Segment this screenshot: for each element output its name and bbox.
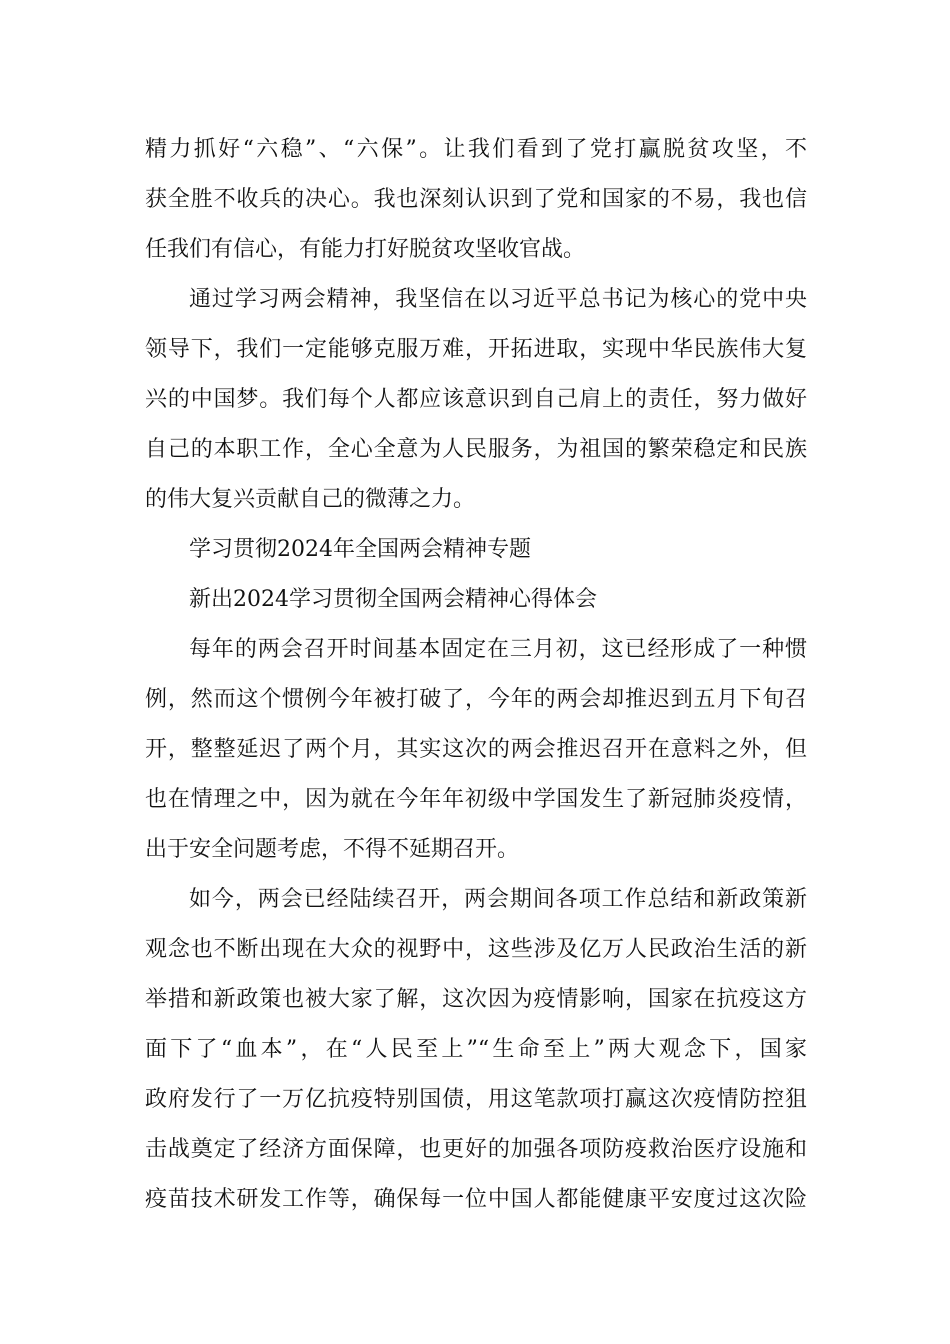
body-line: 举措和新政策也被大家了解，这次因为疫情影响，国家在抗疫这方	[145, 987, 807, 1012]
paragraph-first-line: 通过学习两会精神，我坚信在以习近平总书记为核心的党中央	[189, 287, 807, 312]
body-line: 开，整整延迟了两个月，其实这次的两会推迟召开在意料之外，但	[145, 737, 807, 762]
body-line: 获全胜不收兵的决心。我也深刻认识到了党和国家的不易，我也信	[145, 187, 807, 212]
paragraph-first-line: 如今，两会已经陆续召开，两会期间各项工作总结和新政策新	[189, 887, 807, 912]
body-line: 也在情理之中，因为就在今年年初级中学国发生了新冠肺炎疫情，	[145, 787, 807, 812]
paragraph-first-line: 每年的两会召开时间基本固定在三月初，这已经形成了一种惯	[189, 637, 807, 662]
body-line: 精力抓好“六稳”、“六保”。让我们看到了党打赢脱贫攻坚，不	[145, 137, 807, 162]
body-line: 的伟大复兴贡献自己的微薄之力。	[145, 487, 476, 512]
body-line: 领导下，我们一定能够克服万难，开拓进取，实现中华民族伟大复	[145, 337, 807, 362]
body-line: 政府发行了一万亿抗疫特别国债，用这笔款项打赢这次疫情防控狙	[145, 1087, 807, 1112]
body-line: 例，然而这个惯例今年被打破了，今年的两会却推迟到五月下旬召	[145, 687, 807, 712]
body-line: 观念也不断出现在大众的视野中，这些涉及亿万人民政治生活的新	[145, 937, 807, 962]
body-line: 自己的本职工作，全心全意为人民服务，为祖国的繁荣稳定和民族	[145, 437, 807, 462]
section-heading: 学习贯彻2024年全国两会精神专题	[189, 537, 531, 562]
body-line: 任我们有信心，有能力打好脱贫攻坚收官战。	[145, 237, 586, 262]
body-line: 出于安全问题考虑，不得不延期召开。	[145, 837, 520, 862]
body-line: 兴的中国梦。我们每个人都应该意识到自己肩上的责任，努力做好	[145, 387, 807, 412]
body-line: 面下了“血本”，在“人民至上”“生命至上”两大观念下，国家	[145, 1037, 807, 1062]
article-title: 新出2024学习贯彻全国两会精神心得体会	[189, 587, 597, 612]
document-page	[145, 125, 807, 1225]
body-line: 击战奠定了经济方面保障，也更好的加强各项防疫救治医疗设施和	[145, 1137, 807, 1162]
body-line: 疫苗技术研发工作等，确保每一位中国人都能健康平安度过这次险	[145, 1187, 807, 1212]
